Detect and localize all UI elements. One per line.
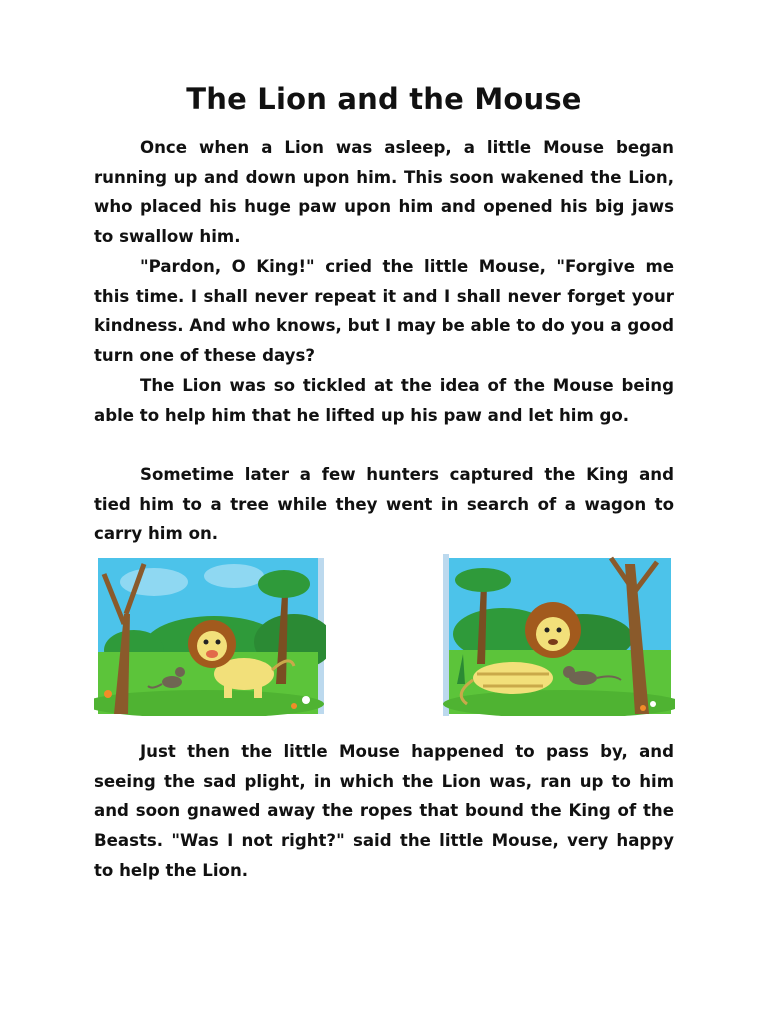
lion-and-mouse-meeting-illustration	[94, 554, 326, 716]
page-title: The Lion and the Mouse	[186, 82, 582, 116]
story-paragraph-3: The Lion was so tickled at the idea of the Mouse being able to help him that he lifted up his paw and let him go.	[94, 376, 674, 425]
mouse-gnawing-ropes-illustration	[443, 554, 675, 716]
story-paragraph-5: Just then the little Mouse happened to pass by, and seeing the sad plight, in which the Lion was, ran up to him and soon gnawed away the ropes that bound the King of the Beasts. "Was I not right?" said the little Mouse, very happy to help the Lion.	[94, 742, 674, 880]
story-paragraph-4: Sometime later a few hunters captured the King and tied him to a tree while they went in search of a wagon to carry him on.	[94, 465, 674, 544]
story-paragraph-1: Once when a Lion was asleep, a little Mouse began running up and down upon him. This soon wakened the Lion, who placed his huge paw upon him and opened his big jaws to swallow him.	[94, 138, 674, 247]
story-paragraph-2: "Pardon, O King!" cried the little Mouse, "Forgive me this time. I shall never repeat it and I shall never forget your kindness. And who knows, but I may be able to do you a good turn one of these days?	[94, 257, 674, 366]
